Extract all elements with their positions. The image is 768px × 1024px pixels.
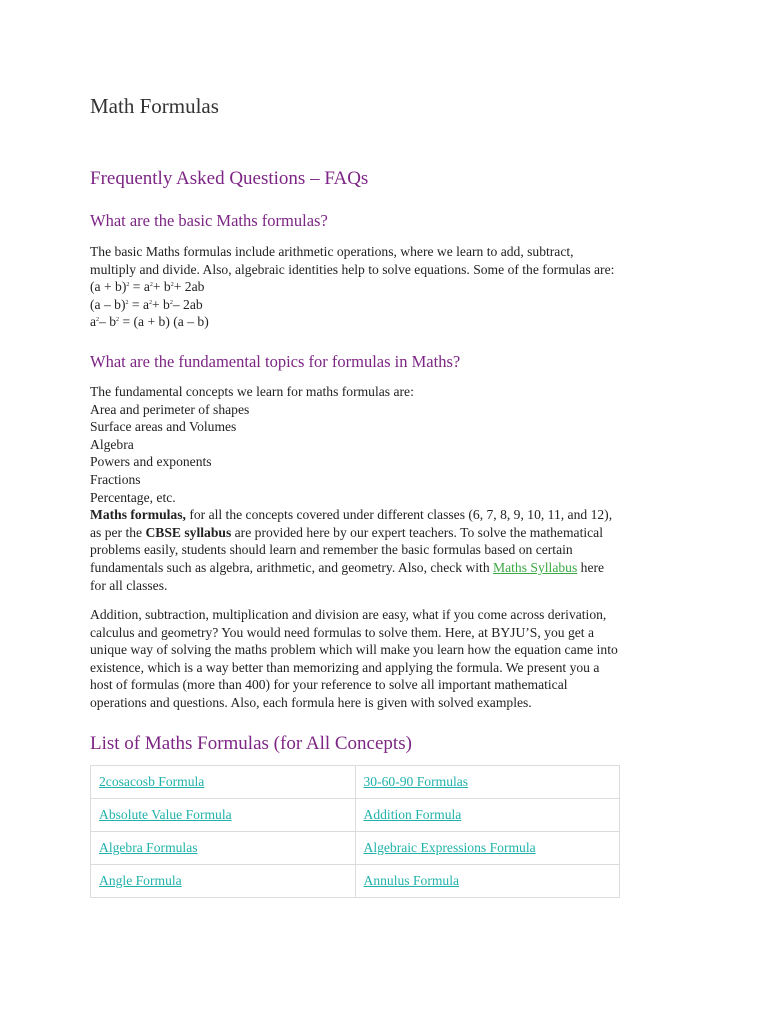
list-item: Surface areas and Volumes — [90, 419, 237, 435]
paragraph-line: operations and questions. Also, each formula here is given with solved examples. — [90, 694, 532, 710]
paragraph-line: as per the CBSE syllabus are provided here by our expert teachers. To solve the mathematical — [90, 524, 603, 540]
table-cell — [91, 865, 356, 898]
formula-square-of-difference: $(a - b)^2 = a^2+ b^2-$ 2ab — [90, 296, 203, 312]
table-row — [91, 865, 620, 898]
list-item: Fractions — [90, 471, 141, 487]
bold-term: CBSE syllabus — [145, 524, 232, 540]
formula-link[interactable]: Addition Formula — [363, 807, 462, 822]
answer-line: multiply and divide. Also, algebraic identities help to solve equations. Some of the formulas are: — [90, 261, 615, 277]
table-cell — [91, 766, 356, 799]
list-item: Powers and exponents — [90, 454, 212, 470]
list-item: Algebra — [90, 436, 134, 452]
formula-table — [90, 765, 620, 898]
answer-fundamental-topics — [90, 383, 680, 594]
list-item: Percentage, etc. — [90, 489, 176, 505]
formula-link[interactable]: Algebraic Expressions Formula — [363, 840, 536, 855]
formula-square-of-sum: $(a + b)^2 = a^2+ b^2+ 2ab$ — [90, 279, 205, 295]
paragraph-line: existence, which is a way better than memorizing and applying the formula. We present you a — [90, 659, 600, 675]
formula-link[interactable]: Absolute Value Formula — [99, 807, 232, 822]
table-cell — [355, 799, 620, 832]
formula-link[interactable]: 30-60-90 Formulas — [363, 774, 469, 789]
answer-basic-formulas — [90, 243, 680, 331]
table-cell — [355, 832, 620, 865]
paragraph-line: for all classes. — [90, 577, 168, 593]
question-fundamental-topics: What are the fundamental topics for formulas in Maths? — [90, 352, 461, 371]
paragraph-line: Maths formulas, for all the concepts covered under different classes (6, 7, 8, 9, 10, 11, and 12), — [90, 507, 613, 523]
table-row — [91, 799, 620, 832]
paragraph-line: fundamentals such as algebra, arithmetic, and geometry. Also, check with Maths Syllabus here — [90, 559, 605, 575]
maths-syllabus-link[interactable]: Maths Syllabus — [493, 559, 578, 575]
bold-term: Maths formulas, — [90, 507, 186, 523]
list-item: Area and perimeter of shapes — [90, 401, 250, 417]
paragraph-line: host of formulas (more than 400) for your reference to solve all important mathematical — [90, 677, 568, 693]
question-basic-formulas: What are the basic Maths formulas? — [90, 211, 328, 230]
table-row — [91, 832, 620, 865]
formula-link[interactable]: Algebra Formulas — [99, 840, 198, 855]
table-cell — [91, 832, 356, 865]
paragraph-line: unique way of solving the maths problem which will make you learn how the equation came into — [90, 642, 618, 658]
faq-heading: Frequently Asked Questions – FAQs — [90, 168, 369, 189]
answer-line: The basic Maths formulas include arithmetic operations, where we learn to add, subtract, — [90, 244, 574, 259]
formula-list-heading: List of Maths Formulas (for All Concepts) — [90, 733, 412, 754]
paragraph-line: calculus and geometry? You would need formulas to solve them. Here, at BYJU’S, you get a — [90, 624, 594, 640]
formula-link[interactable]: 2cosacosb Formula — [99, 774, 205, 789]
table-cell — [355, 865, 620, 898]
table-cell — [91, 799, 356, 832]
formula-difference-of-squares: $a^2-$ $b^2 = (a + b)$ (a – b) — [90, 314, 209, 330]
formula-link[interactable]: Annulus Formula — [363, 873, 460, 888]
table-cell — [355, 766, 620, 799]
paragraph-line: Addition, subtraction, multiplication and division are easy, what if you come across derivation, — [90, 607, 607, 622]
byjus-paragraph — [90, 606, 680, 712]
topics-intro: The fundamental concepts we learn for maths formulas are: — [90, 384, 414, 399]
table-row — [91, 766, 620, 799]
formula-link[interactable]: Angle Formula — [99, 873, 182, 888]
paragraph-line: problems easily, students should learn and remember the basic formulas based on certain — [90, 542, 573, 558]
page-title: Math Formulas — [90, 94, 219, 118]
